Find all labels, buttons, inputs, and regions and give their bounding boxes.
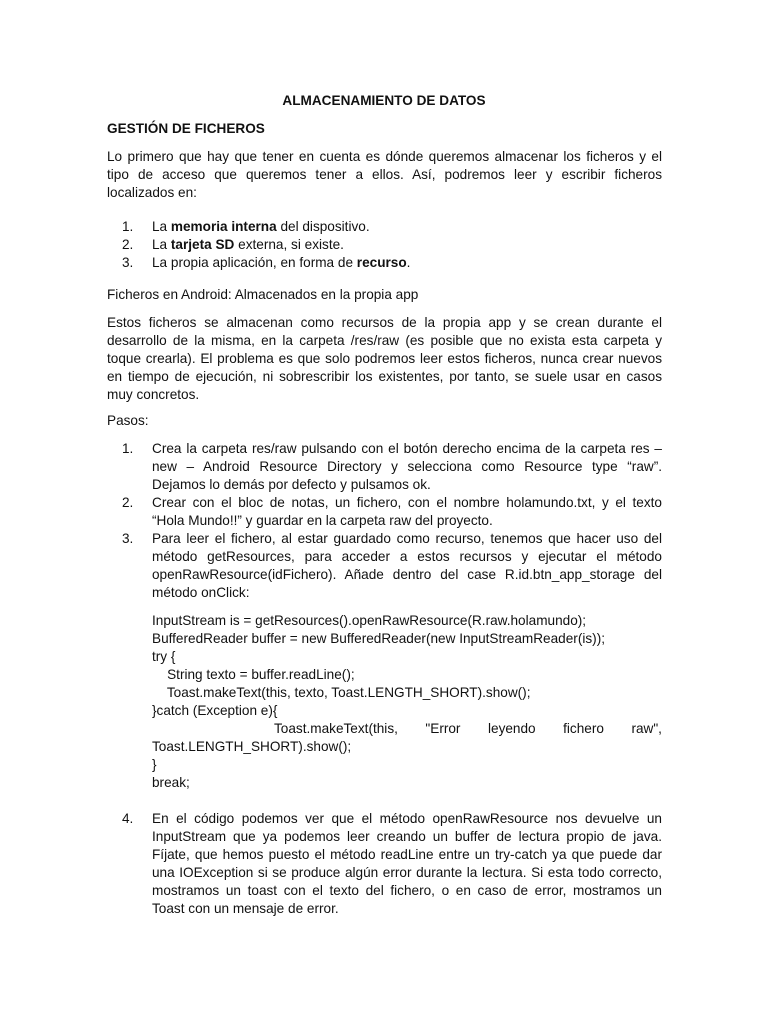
text-line: openRawResource(idFichero). Añade dentro del case R.id.btn_app_storage del (152, 567, 662, 582)
list-text: del dispositivo. (276, 219, 370, 234)
code-line: Toast.makeText(this, texto, Toast.LENGTH_SHORT).show(); (152, 685, 531, 700)
text-line: Lo primero que hay que tener en cuenta es dónde queremos almacenar los ficheros y el (107, 149, 662, 164)
locations-list (107, 218, 667, 272)
description-paragraph (107, 314, 662, 404)
section-heading: GESTIÓN DE FICHEROS (107, 121, 265, 136)
code-token: leyendo (487, 721, 536, 736)
list-item (107, 530, 667, 602)
code-line: }catch (Exception e){ (152, 703, 278, 718)
code-block (152, 612, 662, 792)
code-token: fichero (563, 721, 604, 736)
list-number: 1. (122, 219, 134, 234)
text-line: localizados en: (107, 185, 197, 200)
code-line: Toast.LENGTH_SHORT).show(); (152, 739, 352, 754)
code-token: Toast.makeText(this, (274, 721, 398, 736)
list-text: externa, si existe. (234, 237, 344, 252)
list-item (107, 236, 667, 254)
list-number: 3. (122, 531, 134, 546)
text-line: muy concretos. (107, 387, 200, 402)
steps-label: Pasos: (107, 413, 149, 428)
list-number: 4. (122, 811, 134, 826)
text-line: toque crearla). El problema es que solo podremos leer estos ficheros, nunca crear nuevos (107, 351, 662, 366)
text-line: Fíjate, que hemos puesto el método readLine entre un try-catch ya que puede dar (152, 847, 662, 862)
intro-paragraph (107, 148, 662, 202)
list-number: 3. (122, 255, 134, 270)
list-item (107, 218, 667, 236)
list-text: La (152, 237, 171, 252)
list-number: 1. (122, 441, 134, 456)
text-line: En el código podemos ver que el método openRawResource nos devuelve un (152, 811, 662, 826)
list-item (107, 254, 667, 272)
code-line: String texto = buffer.readLine(); (152, 667, 355, 682)
text-line: Crea la carpeta res/raw pulsando con el botón derecho encima de la carpeta res – (152, 441, 662, 456)
text-line: una IOException si se produce algún error durante la lectura. Si esta todo correcto, (152, 865, 662, 880)
list-item (107, 494, 667, 530)
text-line: método getResources, para acceder a estos recursos y ejecutar el método (152, 549, 662, 564)
list-number: 2. (122, 237, 134, 252)
text-line: InputStream que ya podemos leer creando un buffer de lectura propio de java. (152, 829, 662, 844)
code-line: InputStream is = getResources().openRawResource(R.raw.holamundo); (152, 613, 587, 628)
text-line: Dejamos lo demás por defecto y pulsamos ok. (152, 477, 431, 492)
text-line: desarrollo de la misma, en la carpeta /res/raw (es posible que no exista esta carpeta y (107, 333, 662, 348)
text-line: Para leer el fichero, al estar guardado como recurso, tenemos que hacer uso del (152, 531, 662, 546)
text-line: método onClick: (152, 585, 250, 600)
list-text-bold: tarjeta SD (170, 237, 235, 252)
text-line: tipo de acceso que queremos tener a ellos. Así, podremos leer y escribir ficheros (107, 167, 662, 182)
code-token: "Error (425, 721, 461, 736)
text-line: en tiempo de ejecución, ni sobrescribir los existentes, por tanto, se suele usar en casos (107, 369, 662, 384)
text-line: mostramos un toast con el texto del fichero, o en caso de error, mostramos un (152, 883, 662, 898)
list-text-bold: memoria interna (170, 219, 277, 234)
list-text: La (152, 219, 171, 234)
subheading: Ficheros en Android: Almacenados en la propia app (107, 287, 419, 302)
step4-list (107, 810, 667, 918)
list-number: 2. (122, 495, 134, 510)
steps-list (107, 440, 667, 602)
code-line: break; (152, 775, 190, 790)
list-item (107, 440, 667, 494)
list-text: . (406, 255, 411, 270)
list-item (107, 810, 667, 918)
text-line: “Hola Mundo!!” y guardar en la carpeta raw del proyecto. (152, 513, 493, 528)
code-line-catch (152, 720, 662, 738)
code-line: try { (152, 649, 176, 664)
text-line: new – Android Resource Directory y selecciona como Resource type “raw”. (152, 459, 662, 474)
text-line: Toast con un mensaje de error. (152, 901, 339, 916)
code-line: BufferedReader buffer = new BufferedReader(new InputStreamReader(is)); (152, 631, 606, 646)
code-token: raw", (631, 721, 662, 736)
text-line: Estos ficheros se almacenan como recursos de la propia app y se crean durante el (107, 315, 662, 330)
list-text-bold: recurso (356, 255, 407, 270)
text-line: Crear con el bloc de notas, un fichero, con el nombre holamundo.txt, y el texto (152, 495, 662, 510)
code-line: } (152, 757, 157, 772)
document-title: ALMACENAMIENTO DE DATOS (282, 93, 486, 108)
list-text: La propia aplicación, en forma de (152, 255, 357, 270)
